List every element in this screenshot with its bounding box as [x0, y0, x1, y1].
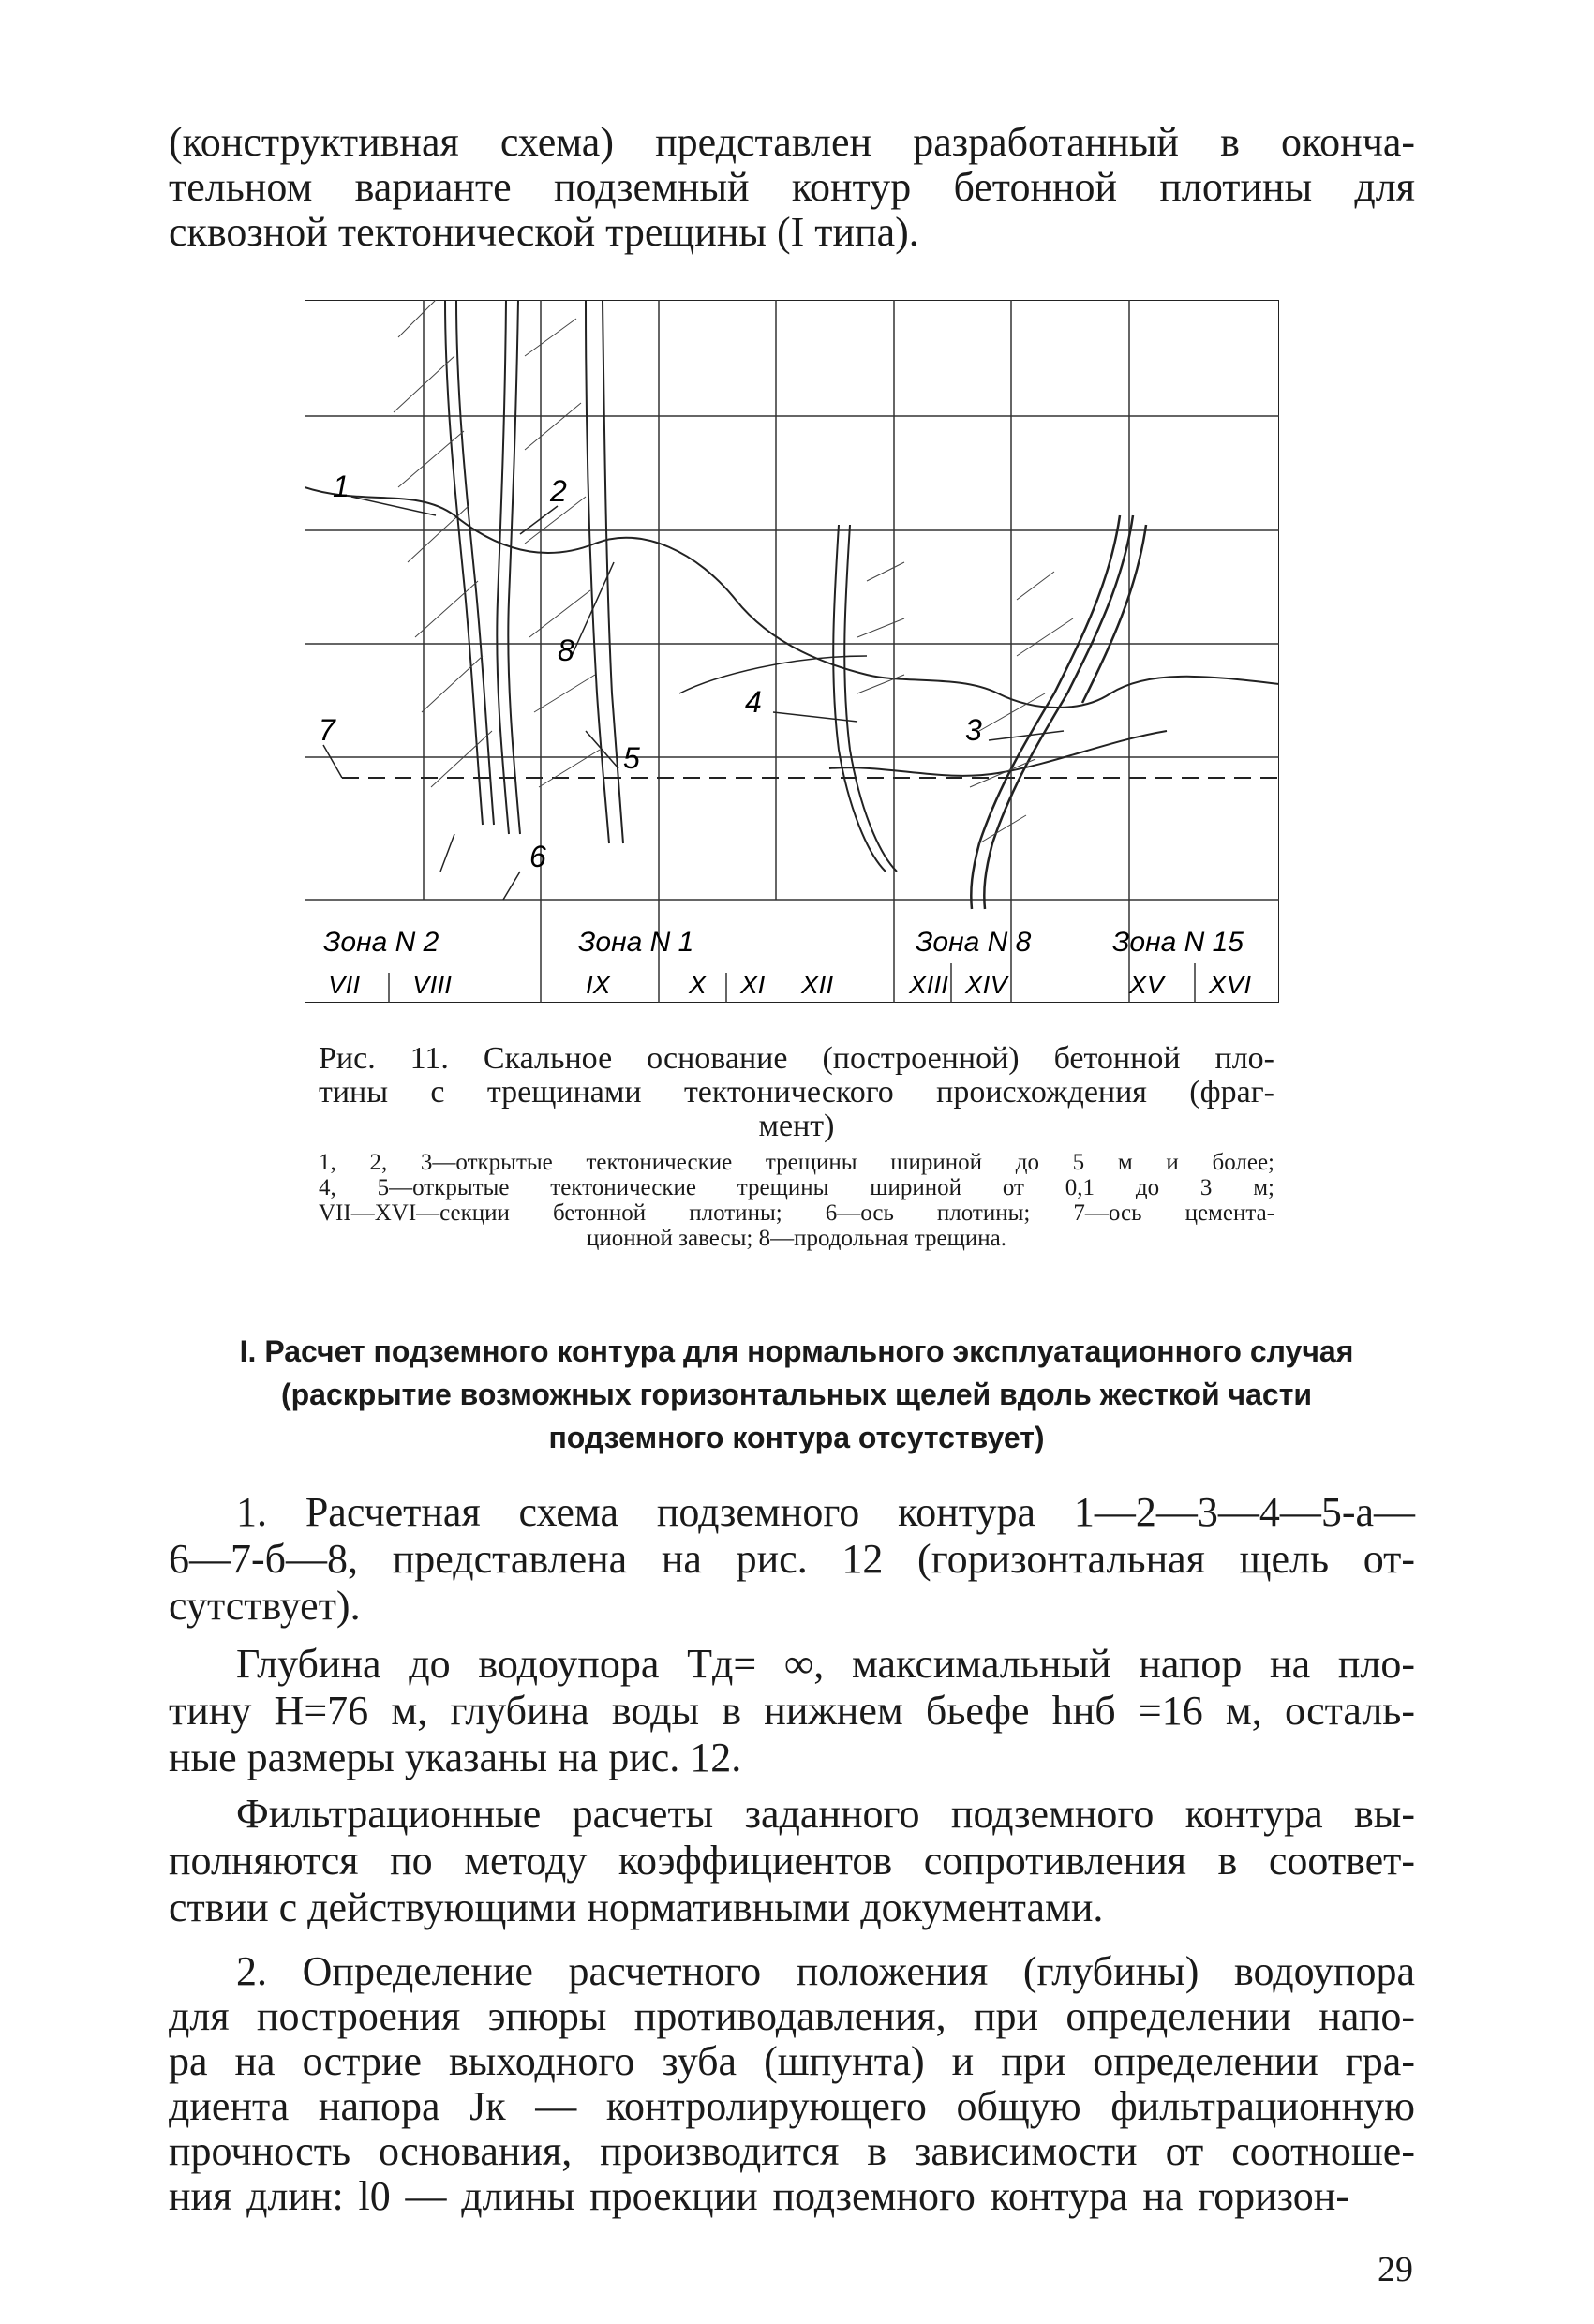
- section-heading-line: подземного контура отсутствует): [548, 1421, 1045, 1454]
- section-label: IX: [586, 970, 611, 999]
- intro-line: тельном варианте подземный контур бетонной плотины для: [169, 164, 1415, 210]
- zone-label: Зона N 15: [1112, 927, 1244, 958]
- figure-legend-line: VII—XVI—секции бетонной плотины; 6—ось плотины; 7—ось цемента-: [319, 1200, 1274, 1226]
- label-3: 3: [965, 713, 982, 747]
- section-label: XV: [1129, 970, 1165, 999]
- figure-legend-line: 4, 5—открытые тектонические трещины шириной от 0,1 до 3 м;: [319, 1175, 1274, 1200]
- section-heading-line: (раскрытие возможных горизонтальных щелей вдоль жесткой части: [280, 1378, 1313, 1411]
- paragraph-line: диента напора Jк — контролирующего общую фильтрационную: [169, 2083, 1415, 2129]
- section-label: XI: [740, 970, 766, 999]
- paragraph-line: ния длин: l0 — длины проекции подземного контура на горизон-: [169, 2173, 1349, 2219]
- paragraph-line: тину H=76 м, глубина воды в нижнем бьефе hнб =16 м, осталь-: [169, 1688, 1415, 1734]
- paragraph-line: ные размеры указаны на рис. 12.: [169, 1735, 742, 1780]
- label-7: 7: [319, 713, 335, 747]
- figure-rock-foundation: [305, 300, 1279, 1003]
- figure-caption-line: тины с трещинами тектонического происхождения (фраг-: [319, 1075, 1274, 1110]
- section-label: XIII: [909, 970, 949, 999]
- section-label: XVI: [1209, 970, 1252, 999]
- label-5: 5: [623, 741, 640, 775]
- figure-legend-line: 1, 2, 3—открытые тектонические трещины шириной до 5 м и более;: [319, 1150, 1274, 1175]
- zone-label: Зона N 2: [323, 927, 439, 958]
- section-heading-line: I. Расчет подземного контура для нормального эксплуатационного случая: [239, 1334, 1354, 1368]
- section-label: VII: [328, 970, 361, 999]
- label-1: 1: [333, 469, 350, 503]
- intro-line: (конструктивная схема) представлен разработанный в оконча-: [169, 119, 1415, 165]
- section-label: XII: [801, 970, 834, 999]
- paragraph-line: ствии с действующими нормативными документами.: [169, 1885, 1104, 1930]
- paragraph-line: 2. Определение расчетного положения (глубины) водоупора: [236, 1948, 1415, 1994]
- paragraph-line: Фильтрационные расчеты заданного подземного контура вы-: [236, 1791, 1415, 1837]
- label-6: 6: [529, 840, 546, 873]
- figure-legend-line: ционной завесы; 8—продольная трещина.: [587, 1226, 1006, 1251]
- figure-caption-line: Рис. 11. Скальное основание (построенной) бетонной пло-: [319, 1041, 1274, 1076]
- zone-label: Зона N 8: [916, 927, 1032, 958]
- label-2: 2: [550, 474, 567, 508]
- paragraph-line: 6—7-б—8, представлена на рис. 12 (горизонтальная щель от-: [169, 1536, 1415, 1582]
- label-8: 8: [558, 633, 574, 667]
- paragraph-line: прочность основания, производится в зависимости от соотноше-: [169, 2128, 1415, 2174]
- paragraph-line: полняются по методу коэффициентов сопротивления в соответ-: [169, 1838, 1415, 1884]
- figure-caption-line: мент): [758, 1109, 835, 1143]
- page-number: 29: [1378, 2250, 1413, 2289]
- intro-line: сквозной тектонической трещины (I типа).: [169, 209, 919, 255]
- zone-label: Зона N 1: [578, 927, 694, 958]
- section-label: VIII: [412, 970, 453, 999]
- label-4: 4: [745, 685, 762, 719]
- paragraph-line: для построения эпюры противодавления, при определении напо-: [169, 1993, 1415, 2039]
- section-label: XIV: [965, 970, 1008, 999]
- paragraph-line: сутствует).: [169, 1583, 361, 1629]
- paragraph-line: Глубина до водоупора Tд= ∞, максимальный напор на пло-: [236, 1641, 1415, 1687]
- paragraph-line: ра на острие выходного зуба (шпунта) и при определении гра-: [169, 2038, 1415, 2084]
- section-label: X: [689, 970, 707, 999]
- paragraph-line: 1. Расчетная схема подземного контура 1—2—3—4—5-а—: [236, 1489, 1415, 1535]
